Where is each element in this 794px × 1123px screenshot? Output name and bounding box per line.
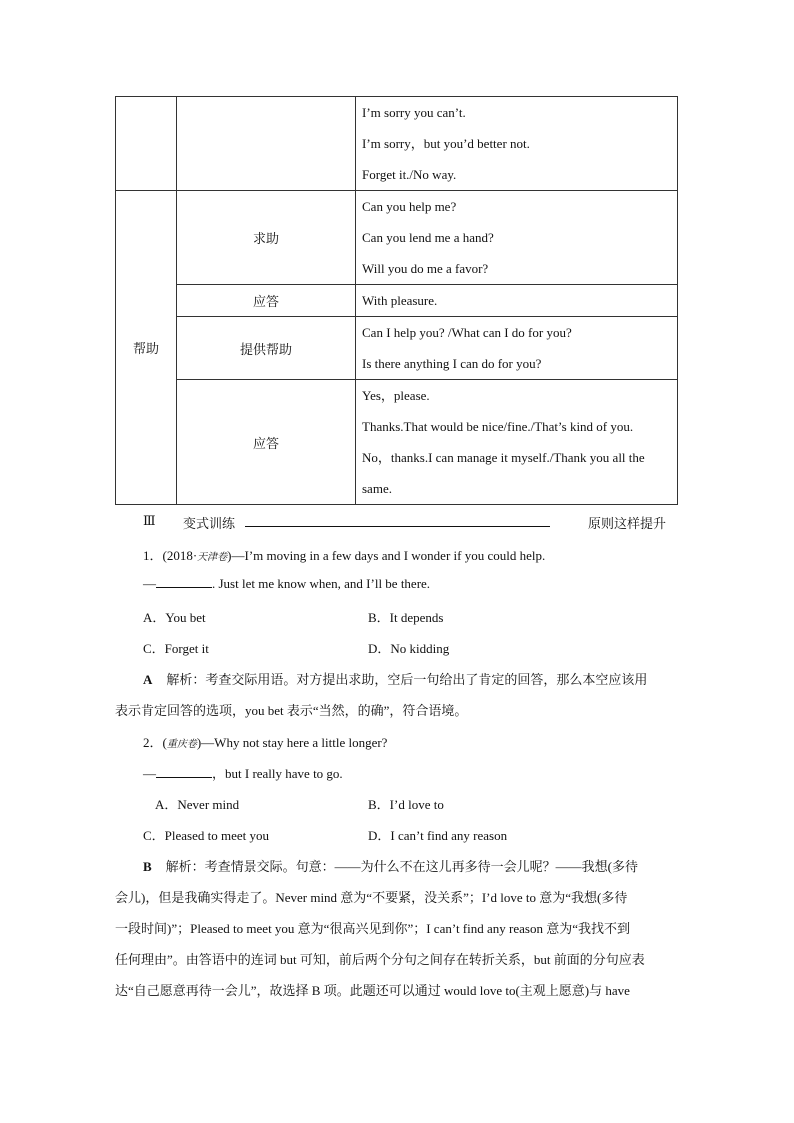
option-d: D．I can’t find any reason: [368, 828, 508, 843]
expression-line: Can you lend me a hand?: [362, 230, 494, 245]
option-b: B．It depends: [368, 610, 444, 625]
expression-line: Yes，please.: [362, 388, 430, 403]
label-cell-ask-help: 求助: [177, 191, 356, 285]
label-cell-reply: 应答: [177, 380, 356, 505]
question-1-analysis: A 解析：考查交际用语。对方提出求助，空后一句给出了肯定的回答，那么本空应该用: [143, 672, 648, 687]
question-2-reply: — ，but I really have to go.: [143, 766, 343, 781]
option-a: A．Never mind: [155, 797, 240, 812]
option-c: C．Forget it: [143, 641, 209, 656]
expression-line: Is there anything I can do for you?: [362, 356, 542, 371]
question-2-analysis-line: 达“自己愿意再待一会儿”，故选择 B 项。此题还可以通过 would love to(主观上愿意)与 have: [115, 983, 630, 998]
expression-line: Will you do me a favor?: [362, 261, 489, 276]
expression-cell: [356, 191, 678, 285]
section-number: Ⅲ: [143, 513, 156, 528]
option-c: C．Pleased to meet you: [143, 828, 270, 843]
expression-line: I’m sorry you can’t.: [362, 105, 466, 120]
label-cell-empty: [177, 97, 356, 191]
label-cell-reply: 应答: [177, 285, 356, 317]
answer-letter: B: [143, 859, 152, 874]
section-title: 变式训练: [183, 516, 236, 531]
answer-blank: [156, 587, 212, 588]
question-2-stem: 2．(重庆卷)—Why not stay here a little longer?: [143, 735, 388, 750]
expression-line: Can you help me?: [362, 199, 457, 214]
question-2-analysis-line: 任何理由”。由答语中的连词 but 可知，前后两个分句之间存在转折关系，but 前面的分句应表: [115, 952, 645, 967]
section-tail: 原则这样提升: [587, 516, 666, 531]
expression-line: I’m sorry，but you’d better not.: [362, 136, 530, 151]
expression-line: With pleasure.: [362, 293, 438, 308]
expression-cell: [356, 97, 678, 191]
expression-cell: [356, 380, 678, 505]
section-heading: [115, 511, 678, 533]
option-b: B．I’d love to: [368, 797, 444, 812]
question-2-analysis: B 解析：考查情景交际。句意：——为什么不在这儿再多待一会儿呢？——我想(多待: [143, 859, 639, 874]
section-rule: [245, 526, 550, 527]
category-cell-empty: [116, 97, 177, 191]
question-1-stem: 1．(2018·天津卷)—I’m moving in a few days and I wonder if you could help.: [143, 548, 546, 563]
question-2-source: 重庆卷: [166, 739, 197, 750]
question-2-analysis-line: 一段时间)”；Pleased to meet you 意为“很高兴见到你”；I can’t find any reason 意为“我找不到: [115, 921, 630, 936]
expression-cell: [356, 317, 678, 380]
question-1-analysis-cont: 表示肯定回答的选项，you bet 表示“当然，的确”，符合语境。: [115, 703, 468, 718]
option-a: A．You bet: [143, 610, 206, 625]
answer-letter: A: [143, 672, 153, 687]
question-2-analysis-line: 会儿)，但是我确实得走了。Never mind 意为“不要紧，没关系”；I’d love to 意为“我想(多待: [115, 890, 628, 905]
answer-blank: [156, 777, 212, 778]
question-1-reply: — . Just let me know when, and I’ll be there.: [143, 576, 431, 591]
expression-line: same.: [362, 481, 392, 496]
expression-line: Thanks.That would be nice/fine./That’s kind of you.: [362, 419, 634, 434]
expression-line: Can I help you? /What can I do for you?: [362, 325, 572, 340]
expression-cell: [356, 285, 678, 317]
category-cell-help: 帮助: [116, 191, 177, 505]
expression-table: [115, 96, 678, 505]
expression-line: No，thanks.I can manage it myself./Thank you all the: [362, 450, 645, 465]
option-d: D．No kidding: [368, 641, 450, 656]
expression-line: Forget it./No way.: [362, 167, 457, 182]
label-cell-offer-help: 提供帮助: [177, 317, 356, 380]
question-1-source: 天津卷: [197, 552, 228, 563]
